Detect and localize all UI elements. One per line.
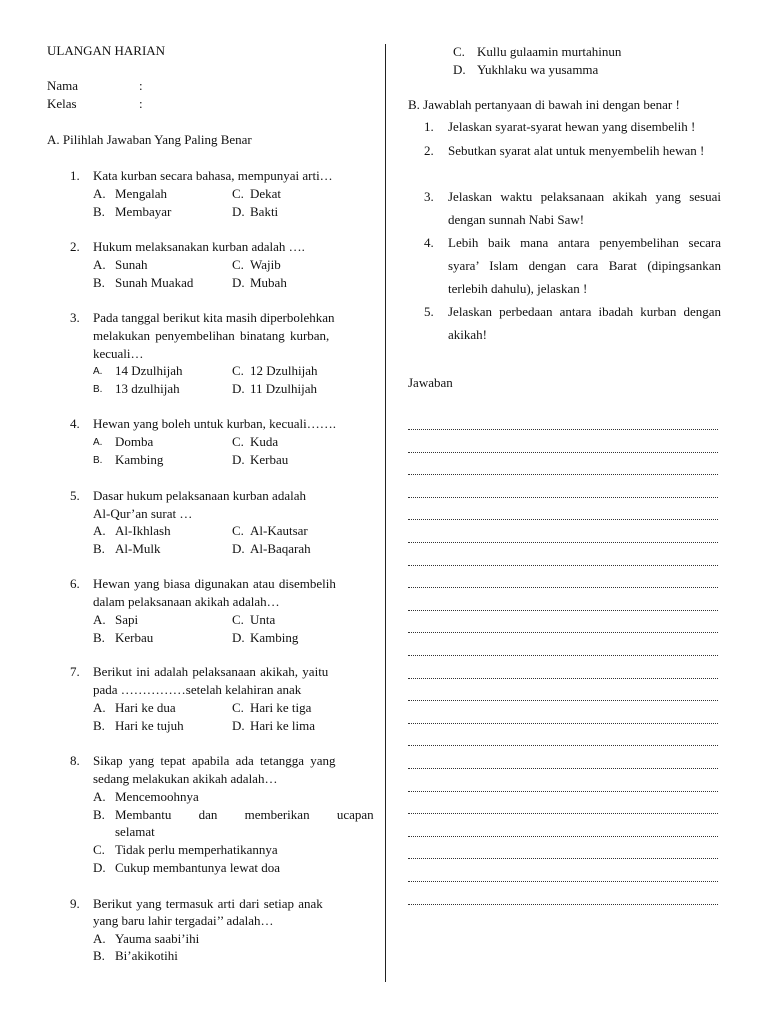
option-text: Kambing (115, 452, 164, 467)
kelas-colon: : (139, 96, 143, 111)
option-text: Membantu dan memberikan ucapan (115, 807, 374, 822)
nama-colon: : (139, 78, 143, 93)
option-text: Mengalah (115, 186, 167, 201)
question-number: 6. (70, 576, 80, 591)
question-text: Hewan yang biasa digunakan atau disembelih (93, 576, 336, 591)
answer-line[interactable] (408, 429, 718, 430)
option-letter: A. (93, 700, 106, 715)
option-letter: B. (93, 541, 105, 556)
option-text: Yauma saabi’ihi (115, 931, 200, 946)
answer-line[interactable] (408, 791, 718, 792)
question-text: Dasar hukum pelaksanaan kurban adalah (93, 488, 306, 503)
option-text: Kullu gulaamin murtahinun (477, 44, 622, 59)
answer-line[interactable] (408, 700, 718, 701)
option-text: Sapi (115, 612, 139, 627)
answer-line[interactable] (408, 655, 718, 656)
option-text: 14 Dzulhijah (115, 363, 183, 378)
question-text: Al-Qur’an surat … (93, 506, 193, 521)
option-text: Tidak perlu memperhatikannya (115, 842, 278, 857)
option-text: Kerbau (250, 452, 289, 467)
essay-text: Jelaskan syarat-syarat hewan yang disembelih ! (448, 119, 696, 134)
option-letter: C. (453, 44, 465, 59)
answer-line[interactable] (408, 519, 718, 520)
option-text: Hari ke dua (115, 700, 176, 715)
answer-line[interactable] (408, 836, 718, 837)
option-text: Bi’akikotihi (115, 948, 178, 963)
option-letter: D. (232, 718, 245, 733)
question-number: 7. (70, 664, 80, 679)
option-text: Al-Mulk (115, 541, 161, 556)
option-text: Sunah (115, 257, 148, 272)
section-b-title: B. Jawablah pertanyaan di bawah ini dengan benar ! (408, 97, 680, 112)
option-text: Mencemoohnya (115, 789, 199, 804)
nama-label: Nama (47, 78, 79, 93)
question-text: dalam pelaksanaan akikah adalah… (93, 594, 280, 609)
answer-line[interactable] (408, 610, 718, 611)
answer-line[interactable] (408, 452, 718, 453)
option-text: Domba (115, 434, 154, 449)
question-text: Berikut ini adalah pelaksanaan akikah, yaitu (93, 664, 329, 679)
option-letter: B. (93, 204, 105, 219)
option-text: 11 Dzulhijah (250, 381, 318, 396)
option-letter: C. (232, 523, 244, 538)
jawaban-label: Jawaban (408, 375, 453, 390)
option-text: Unta (250, 612, 276, 627)
option-letter: C. (232, 700, 244, 715)
question-text: kecuali… (93, 346, 144, 361)
answer-line[interactable] (408, 768, 718, 769)
option-text: 13 dzulhijah (115, 381, 180, 396)
option-letter: A. (93, 931, 106, 946)
answer-line[interactable] (408, 745, 718, 746)
question-text: Sikap yang tepat apabila ada tetangga yang (93, 753, 336, 768)
option-text: Kerbau (115, 630, 154, 645)
option-text: Mubah (250, 275, 287, 290)
essay-number: 5. (424, 304, 434, 319)
option-letter: C. (232, 434, 244, 449)
option-letter: C. (93, 842, 105, 857)
option-letter: A. (93, 612, 106, 627)
question-number: 1. (70, 168, 80, 183)
option-letter: C. (232, 612, 244, 627)
question-number: 2. (70, 239, 80, 254)
essay-text: Jelaskan waktu pelaksanaan akikah yang sesuai dengan sunnah Nabi Saw! (448, 189, 721, 227)
option-letter: D. (232, 204, 245, 219)
question-number: 8. (70, 753, 80, 768)
option-letter: B. (93, 455, 103, 466)
option-text: Dekat (250, 186, 282, 201)
answer-line[interactable] (408, 632, 718, 633)
kelas-label: Kelas (47, 96, 77, 111)
option-text: Hari ke tiga (250, 700, 312, 715)
option-letter: A. (93, 437, 103, 448)
option-letter: D. (232, 275, 245, 290)
option-text: Sunah Muakad (115, 275, 194, 290)
question-text: yang baru lahir tergadai’’ adalah… (93, 913, 274, 928)
option-letter: D. (232, 541, 245, 556)
option-text: Kambing (250, 630, 299, 645)
question-number: 3. (70, 310, 80, 325)
essay-number: 4. (424, 235, 434, 250)
option-letter: A. (93, 366, 103, 377)
option-text: 12 Dzulhijah (250, 363, 318, 378)
option-text: Al-Ikhlash (115, 523, 171, 538)
question-number: 5. (70, 488, 80, 503)
option-letter: C. (232, 363, 244, 378)
option-text: Bakti (250, 204, 279, 219)
answer-line[interactable] (408, 497, 718, 498)
essay-number: 3. (424, 189, 434, 204)
answer-line[interactable] (408, 587, 718, 588)
option-text: Al-Kautsar (250, 523, 308, 538)
option-text: Kuda (250, 434, 279, 449)
answer-line[interactable] (408, 678, 718, 679)
question-text: pada ……………setelah kelahiran anak (93, 682, 302, 697)
option-letter: A. (93, 523, 106, 538)
option-letter: B. (93, 807, 105, 822)
answer-line[interactable] (408, 904, 718, 905)
question-text: Hukum melaksanakan kurban adalah …. (93, 239, 305, 254)
question-text: Hewan yang boleh untuk kurban, kecuali……. (93, 416, 336, 431)
option-text: Yukhlaku wa yusamma (477, 62, 599, 77)
option-letter: B. (93, 948, 105, 963)
answer-line[interactable] (408, 723, 718, 724)
option-letter: C. (232, 257, 244, 272)
option-letter: B. (93, 718, 105, 733)
column-divider (385, 44, 386, 982)
option-letter: A. (93, 186, 106, 201)
option-text: Wajib (250, 257, 281, 272)
essay-text: Lebih baik mana antara penyembelihan secara syara’ Islam dengan cara Barat (dipingsankan terlebih dahulu), jelaskan ! (448, 235, 721, 296)
option-letter: D. (453, 62, 466, 77)
section-a-title: A. Pilihlah Jawaban Yang Paling Benar (47, 132, 252, 147)
option-letter: B. (93, 384, 103, 395)
question-text: Berikut yang termasuk arti dari setiap anak (93, 896, 323, 911)
option-text: Al-Baqarah (250, 541, 311, 556)
answer-line[interactable] (408, 474, 718, 475)
question-number: 4. (70, 416, 80, 431)
question-text: Pada tanggal berikut kita masih diperbolehkan (93, 310, 335, 325)
option-text: Membayar (115, 204, 172, 219)
essay-text: Jelaskan perbedaan antara ibadah kurban dengan akikah! (448, 304, 721, 342)
option-letter: A. (93, 257, 106, 272)
answer-line[interactable] (408, 858, 718, 859)
answer-line[interactable] (408, 813, 718, 814)
option-letter: D. (232, 452, 245, 467)
option-text: Cukup membantunya lewat doa (115, 860, 280, 875)
option-letter: A. (93, 789, 106, 804)
question-text: melakukan penyembelihan binatang kurban, (93, 328, 330, 343)
essay-number: 1. (424, 119, 434, 134)
question-text: Kata kurban secara bahasa, mempunyai arti… (93, 168, 333, 183)
option-letter: C. (232, 186, 244, 201)
option-letter: D. (232, 630, 245, 645)
option-letter: D. (232, 381, 245, 396)
option-text-continued: selamat (115, 824, 155, 839)
option-text: Hari ke tujuh (115, 718, 184, 733)
answer-line[interactable] (408, 565, 718, 566)
essay-number: 2. (424, 143, 434, 158)
page-title: ULANGAN HARIAN (47, 43, 166, 58)
essay-text: Sebutkan syarat alat untuk menyembelih hewan ! (448, 143, 705, 158)
answer-line[interactable] (408, 881, 718, 882)
option-letter: D. (93, 860, 106, 875)
question-number: 9. (70, 896, 80, 911)
question-text: sedang melakukan akikah adalah… (93, 771, 278, 786)
option-letter: B. (93, 630, 105, 645)
answer-line[interactable] (408, 542, 718, 543)
option-text: Hari ke lima (250, 718, 315, 733)
option-letter: B. (93, 275, 105, 290)
